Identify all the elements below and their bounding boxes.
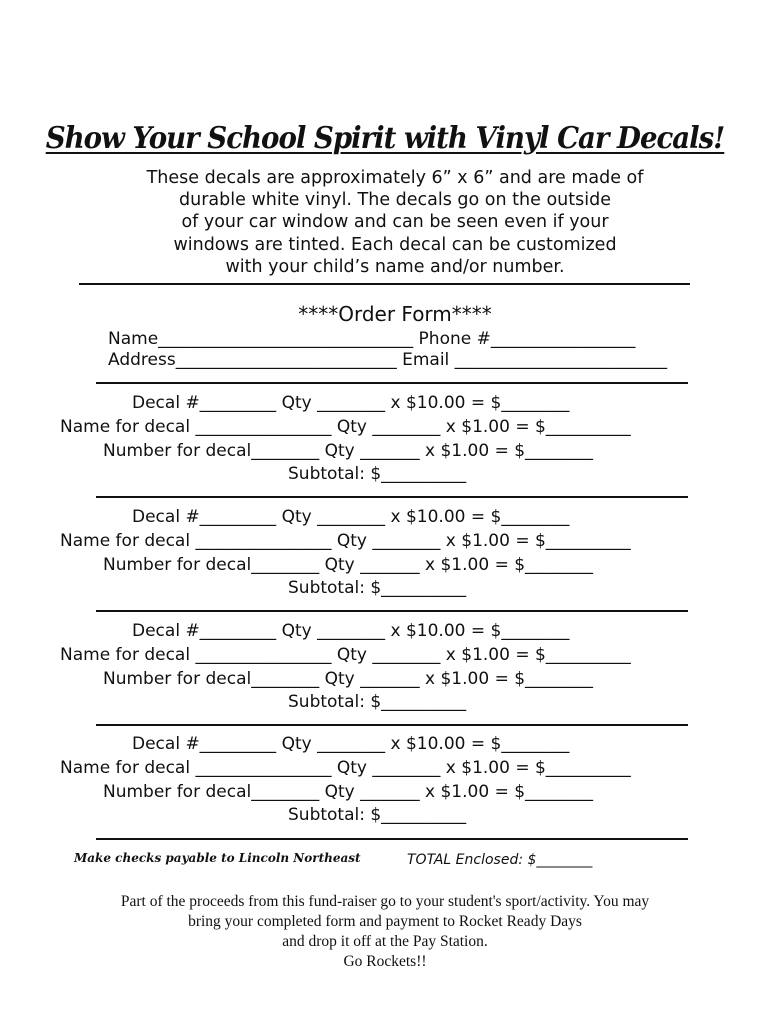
page-title: Show Your School Spirit with Vinyl Car Decals! xyxy=(45,121,725,156)
subtotal-field[interactable]: Subtotal: $__________ xyxy=(288,805,467,825)
footer-note xyxy=(0,892,770,972)
footer-line: and drop it off at the Pay Station. xyxy=(282,933,488,950)
decal-number-field[interactable]: Decal #_________ Qty ________ x $10.00 = $________ xyxy=(132,507,570,527)
subtotal-field[interactable]: Subtotal: $__________ xyxy=(288,692,467,712)
decal-number-text-field[interactable]: Number for decal________ Qty _______ x $1.00 = $________ xyxy=(103,441,594,461)
subtotal-field[interactable]: Subtotal: $__________ xyxy=(288,464,467,484)
name-phone-field[interactable]: Name______________________________ Phone #_________________ xyxy=(108,329,636,349)
section-divider xyxy=(96,610,688,612)
intro-line: with your child’s name and/or number. xyxy=(225,256,565,277)
decal-number-field[interactable]: Decal #_________ Qty ________ x $10.00 = $________ xyxy=(132,393,570,413)
decal-number-field[interactable]: Decal #_________ Qty ________ x $10.00 = $________ xyxy=(132,734,570,754)
checks-payable-note: Make checks payable to Lincoln Northeast xyxy=(74,851,361,865)
intro-paragraph xyxy=(0,167,770,278)
decal-name-field[interactable]: Name for decal ________________ Qty ________ x $1.00 = $__________ xyxy=(60,758,631,778)
section-divider xyxy=(96,724,688,726)
decal-name-field[interactable]: Name for decal ________________ Qty ________ x $1.00 = $__________ xyxy=(60,417,631,437)
footer-line: Part of the proceeds from this fund-raiser go to your student's sport/activity. You may xyxy=(120,893,650,910)
decal-number-text-field[interactable]: Number for decal________ Qty _______ x $1.00 = $________ xyxy=(103,669,594,689)
address-email-field[interactable]: Address__________________________ Email _________________________ xyxy=(108,350,668,370)
intro-line: durable white vinyl. The decals go on the outside xyxy=(179,190,611,211)
decal-name-field[interactable]: Name for decal ________________ Qty ________ x $1.00 = $__________ xyxy=(60,531,631,551)
section-divider xyxy=(96,838,688,840)
intro-line: These decals are approximately 6” x 6” and are made of xyxy=(146,168,644,188)
section-divider xyxy=(96,382,688,384)
decal-name-field[interactable]: Name for decal ________________ Qty ________ x $1.00 = $__________ xyxy=(60,645,631,665)
section-divider xyxy=(79,283,690,285)
footer-line: bring your completed form and payment to Rocket Ready Days xyxy=(188,913,582,930)
decal-number-field[interactable]: Decal #_________ Qty ________ x $10.00 = $________ xyxy=(132,621,570,641)
footer-line: Go Rockets!! xyxy=(343,953,427,970)
decal-number-text-field[interactable]: Number for decal________ Qty _______ x $1.00 = $________ xyxy=(103,782,594,802)
section-divider xyxy=(96,496,688,498)
intro-line: of your car window and can be seen even if your xyxy=(181,212,609,233)
subtotal-field[interactable]: Subtotal: $__________ xyxy=(288,578,467,598)
decal-number-text-field[interactable]: Number for decal________ Qty _______ x $1.00 = $________ xyxy=(103,555,594,575)
intro-line: windows are tinted. Each decal can be customized xyxy=(173,234,617,255)
order-form-heading: ****Order Form**** xyxy=(298,302,492,326)
total-enclosed-field[interactable]: TOTAL Enclosed: $________ xyxy=(407,852,593,868)
